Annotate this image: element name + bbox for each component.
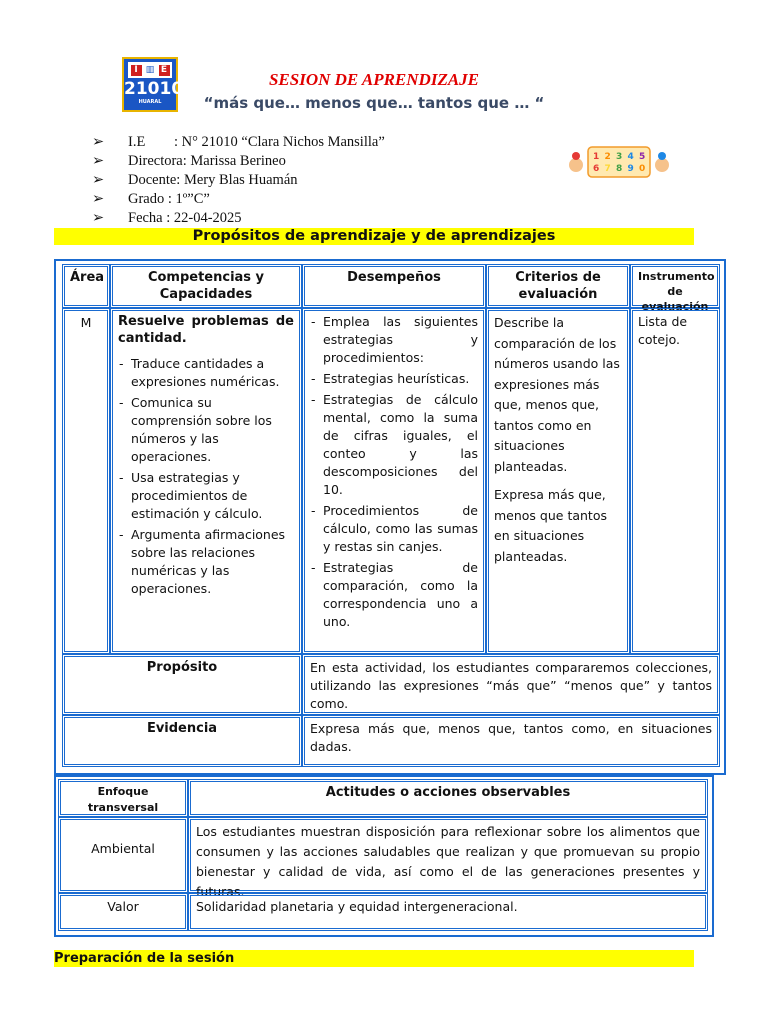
info-list: [92, 133, 385, 228]
capacidades-list: [118, 355, 294, 598]
list-item: - Emplea las siguientes estrategias y procedimientos:: [310, 313, 478, 367]
session-title: SESION DE APRENDIZAJE: [268, 70, 480, 89]
list-item: - Argumenta afirmaciones sobre las relaciones numéricas y las operaciones.: [118, 526, 294, 598]
header-enfoque: Enfoque transversal: [58, 779, 188, 817]
arrow-bullet-icon: ➢: [92, 134, 105, 150]
logo-number: 21010: [124, 79, 184, 99]
desempenos-cell: [302, 308, 486, 654]
arrow-bullet-icon: ➢: [92, 153, 105, 169]
arrow-bullet-icon: ➢: [92, 210, 105, 226]
criterio-text: Describe la comparación de los números usando las expresiones más que, menos que, tantos como en situaciones planteadas.: [494, 315, 620, 474]
header-instrumento: Instrumento de evaluación: [630, 264, 720, 308]
digit-2: 2: [604, 152, 611, 162]
info-value: Fecha : 22-04-2025: [128, 210, 242, 226]
logo-emblem-icon: ▥: [145, 64, 155, 75]
criterio-text: Expresa más que, menos que tantos en situaciones planteadas.: [494, 487, 607, 564]
list-item: - Procedimientos de cálculo, como las sumas y restas sin canjes.: [310, 502, 478, 556]
digit-8: 8: [616, 164, 623, 174]
criterios-cell: [486, 308, 630, 654]
arrow-bullet-icon: ➢: [92, 191, 105, 207]
digit-9: 9: [627, 164, 634, 174]
actitud-ambiental: Los estudiantes muestran disposición para reflexionar sobre los alimentos que consumen y las acciones saludables que realizan y que promuevan su propio bienestar y calidad de vida, así como el de las generaciones presentes y futuras.: [188, 817, 708, 893]
info-value: Directora: Marissa Berineo: [128, 153, 286, 169]
preparation-heading: Preparación de la sesión: [54, 950, 694, 967]
info-value: : N° 21010 “Clara Nichos Mansilla”: [174, 134, 385, 150]
proposito-text: En esta actividad, los estudiantes compararemos colecciones, utilizando las expresiones “más que” “menos que” y tantos como.: [302, 654, 720, 715]
instrumento-value: Lista de cotejo.: [638, 314, 688, 347]
digit-4: 4: [627, 152, 634, 162]
enfoque-valor: [58, 893, 188, 931]
header-desempenos: Desempeños: [302, 264, 486, 308]
digit-6: 6: [593, 164, 600, 174]
competencias-cell: [110, 308, 302, 654]
list-item: - Estrategias heurísticas.: [310, 370, 478, 388]
list-item: - Usa estrategias y procedimientos de estimación y cálculo.: [118, 469, 294, 523]
header-area: Área: [62, 264, 110, 308]
proposito-label: Propósito: [62, 654, 302, 715]
logo-letter-e: E: [159, 65, 170, 76]
area-value: M: [80, 315, 92, 330]
desempenos-list: [310, 313, 478, 631]
logo-letter-i: I: [131, 65, 142, 76]
info-item-grado: [92, 190, 385, 209]
instrumento-cell: [630, 308, 720, 654]
info-value: Docente: Mery Blas Huamán: [128, 172, 298, 188]
list-item: - Estrategias de cálculo mental, como la suma de cifras iguales, el conteo y las descomposiciones del 10.: [310, 391, 478, 499]
digit-3: 3: [616, 152, 623, 162]
evidencia-text: Expresa más que, menos que, tantos como, en situaciones dadas.: [302, 715, 720, 767]
header-actitudes: Actitudes o acciones observables: [188, 779, 708, 817]
enfoque-value: Ambiental: [91, 841, 155, 856]
digit-5: 5: [639, 152, 646, 162]
actitud-valor: Solidaridad planetaria y equidad intergeneracional.: [188, 893, 708, 931]
info-item-directora: [92, 152, 385, 171]
list-item: - Comunica su comprensión sobre los números y las operaciones.: [118, 394, 294, 466]
info-item-ie: [92, 133, 385, 152]
header-competencias: Competencias y Capacidades: [110, 264, 302, 308]
digit-1: 1: [593, 152, 600, 162]
info-item-fecha: [92, 209, 385, 228]
enfoque-value: Valor: [107, 899, 139, 914]
list-item: - Estrategias de comparación, como la correspondencia uno a uno.: [310, 559, 478, 631]
numbers-illustration-icon: [566, 143, 672, 181]
info-value: Grado : 1º”C”: [128, 191, 210, 207]
info-label: I.E: [128, 134, 146, 150]
list-item: - Traduce cantidades a expresiones numéricas.: [118, 355, 294, 391]
logo-place: HUARAL: [138, 99, 162, 105]
area-cell: [62, 308, 110, 654]
digit-7: 7: [604, 164, 611, 174]
competencia-title: Resuelve problemas de cantidad.: [118, 314, 294, 346]
evidencia-label: Evidencia: [62, 715, 302, 767]
session-subtitle: “más que… menos que… tantos que … “: [203, 94, 545, 112]
enfoque-ambiental: [58, 817, 188, 893]
digit-0: 0: [639, 164, 646, 174]
arrow-bullet-icon: ➢: [92, 172, 105, 188]
purposes-heading: Propósitos de aprendizaje y de aprendizajes: [54, 228, 694, 245]
info-item-docente: [92, 171, 385, 190]
header-criterios: Criterios de evaluación: [486, 264, 630, 308]
